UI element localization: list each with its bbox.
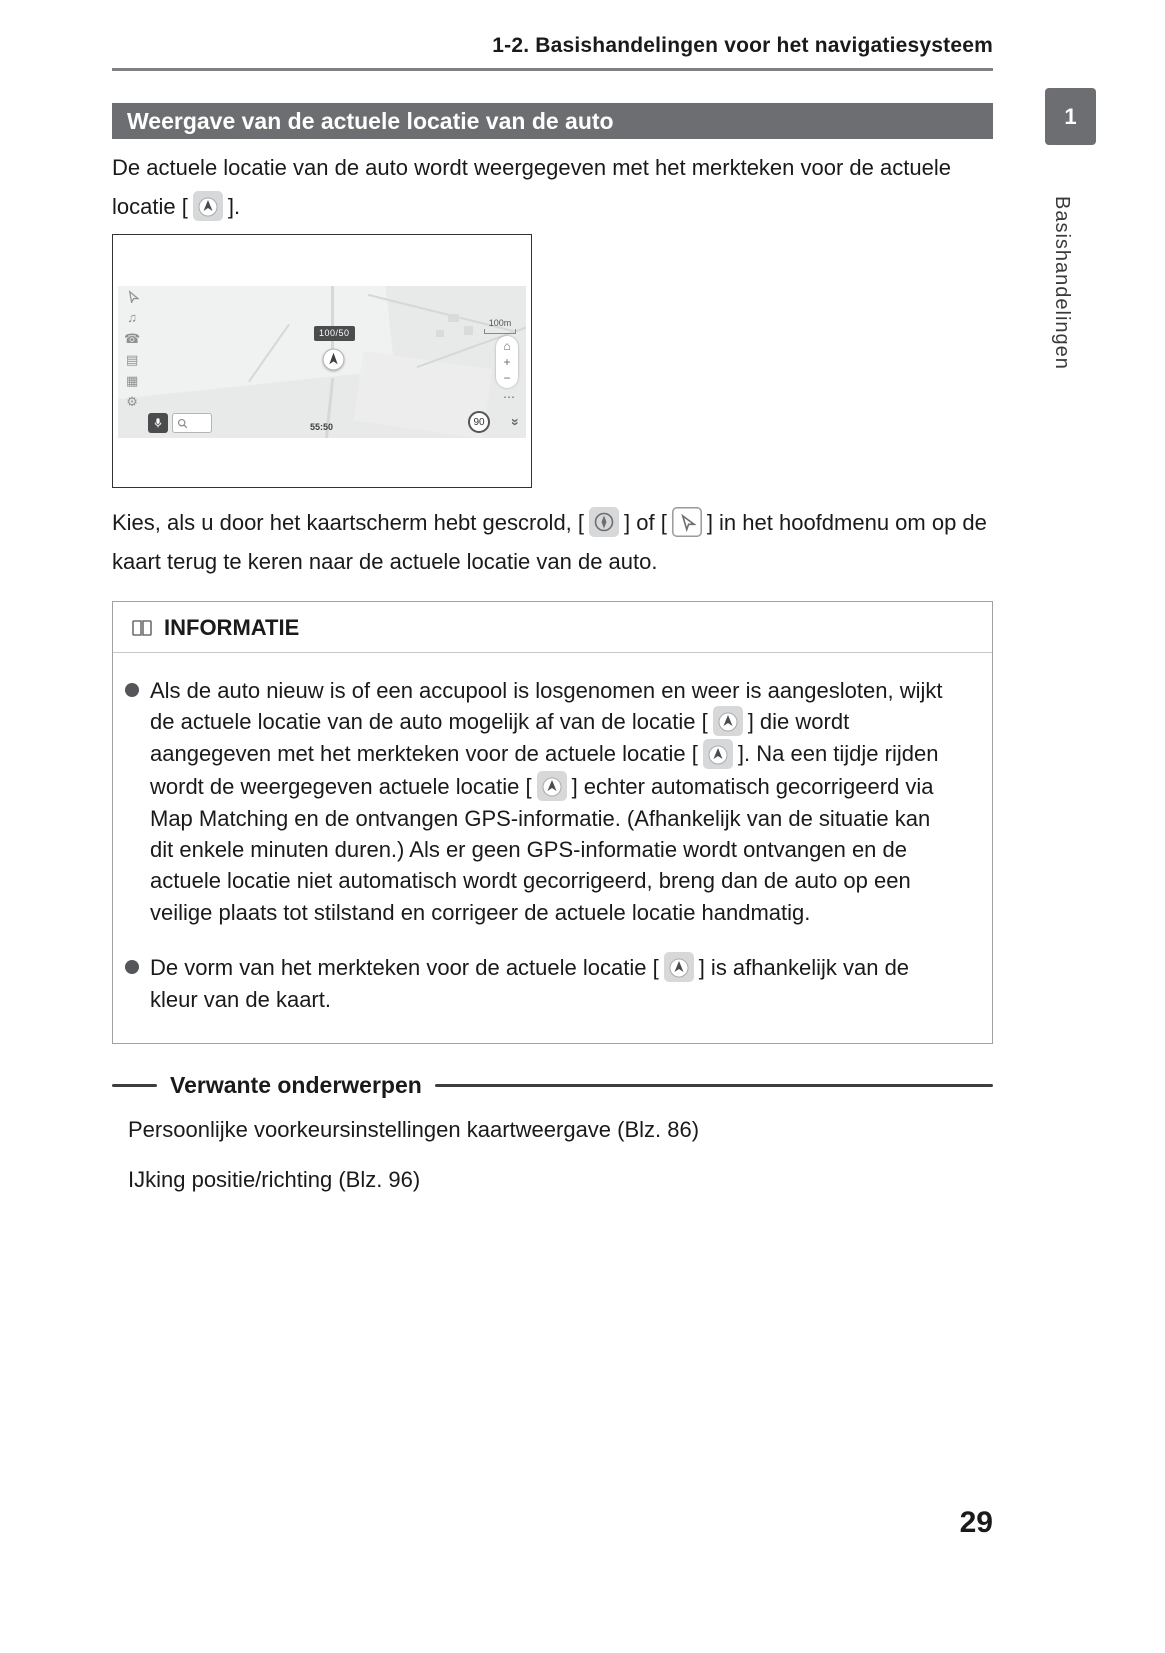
info-box bbox=[112, 601, 993, 1044]
phone-icon: ☎ bbox=[124, 330, 141, 346]
search-input bbox=[172, 413, 212, 433]
vehicle-location-marker-icon bbox=[321, 347, 346, 372]
map-building bbox=[448, 314, 459, 322]
map-scale bbox=[484, 318, 516, 334]
zoom-in-icon: + bbox=[503, 355, 511, 369]
bullet1-text-4: ] echter automatisch gecorrigeerd via Map Matching en de ontvangen GPS-informatie. (Afhankelijk van de situatie kan dit enkele minuten duren.) Als er geen GPS-informatie wordt ontvangen en de actuele locatie niet automatisch wordt gecorrigeerd, breng dan de auto op een veilige plaats tot stilstand en corrigeer de actuele locatie handmatig. bbox=[150, 773, 934, 925]
map-terrain-patch bbox=[118, 286, 394, 401]
map-scale-label: 100m bbox=[488, 318, 512, 328]
bullet-icon bbox=[125, 960, 139, 974]
current-location-marker-icon bbox=[664, 952, 694, 982]
current-location-marker-icon bbox=[703, 739, 733, 769]
map-zoom-panel bbox=[496, 336, 518, 388]
related-links bbox=[112, 1115, 993, 1196]
map-search-bar bbox=[148, 413, 212, 433]
map-canvas bbox=[118, 286, 526, 438]
map-time-label: 55:50 bbox=[310, 422, 334, 432]
header-rule bbox=[112, 68, 993, 71]
map-menu-bar bbox=[124, 289, 140, 408]
section-title: Weergave van de actuele locatie van de auto bbox=[127, 108, 614, 134]
info-box-body bbox=[113, 653, 992, 1043]
gear-icon: ⚙ bbox=[126, 393, 138, 409]
bullet-icon bbox=[125, 683, 139, 697]
bullet-text bbox=[150, 952, 956, 1015]
breadcrumb: 1-2. Basishandelingen voor het navigatiesysteem bbox=[492, 34, 993, 57]
speed-limit-badge: 90 bbox=[468, 411, 490, 433]
info-box-title: INFORMATIE bbox=[164, 615, 300, 640]
map-building bbox=[436, 330, 444, 337]
scroll-text-3: ] in het hoofdmenu om op de kaart terug te keren naar de actuele locatie van de auto. bbox=[112, 510, 987, 574]
chapter-label: Basishandelingen bbox=[1051, 196, 1073, 370]
info-bullet bbox=[123, 952, 956, 1015]
compass-button-icon bbox=[589, 507, 619, 537]
grid-icon: ▦ bbox=[125, 372, 139, 388]
bullet-text bbox=[150, 675, 956, 928]
page-content bbox=[112, 34, 993, 1215]
search-icon bbox=[177, 418, 188, 429]
bullet1-text-2: ] die wordt aangegeven met het merkteken voor de actuele locatie [ bbox=[150, 709, 850, 767]
road-info-badge: 100/50 bbox=[314, 326, 355, 341]
zoom-out-icon: − bbox=[503, 371, 511, 385]
related-topics-title: Verwante onderwerpen bbox=[170, 1072, 422, 1099]
scroll-text-2: ] of [ bbox=[624, 510, 667, 535]
home-icon: ⌂ bbox=[503, 339, 511, 353]
section-title-bar bbox=[112, 103, 993, 139]
bullet1-text-1: Als de auto nieuw is of een accupool is losgenomen en weer is aangesloten, wijkt de actuele locatie van de auto mogelijk af van de locatie [ bbox=[150, 678, 943, 735]
related-rule-right bbox=[435, 1084, 993, 1087]
scroll-text-1: Kies, als u door het kaartscherm hebt gescrold, [ bbox=[112, 510, 585, 535]
map-building bbox=[464, 326, 473, 335]
related-link-map-preferences[interactable]: Persoonlijke voorkeursinstellingen kaartweergave (Blz. 86) bbox=[128, 1117, 700, 1143]
bullet2-text-1: De vorm van het merkteken voor de actuele locatie [ bbox=[150, 954, 659, 980]
chapter-number: 1 bbox=[1064, 103, 1077, 129]
more-options-icon: ⋯ bbox=[503, 390, 516, 404]
related-topics-header bbox=[112, 1072, 993, 1099]
microphone-icon bbox=[148, 413, 168, 433]
info-bullet bbox=[123, 675, 956, 928]
intro-text-1: De actuele locatie van de auto wordt weergegeven met het merkteken voor de actuele locatie [ bbox=[112, 155, 951, 219]
info-box-header bbox=[113, 602, 992, 652]
scroll-paragraph bbox=[112, 504, 993, 581]
intro-paragraph bbox=[112, 149, 993, 226]
intro-text-2: ]. bbox=[227, 193, 241, 219]
collapse-chevrons-icon: » bbox=[508, 418, 525, 426]
page-number: 29 bbox=[959, 1506, 993, 1539]
current-location-marker-icon bbox=[713, 706, 743, 736]
map-scale-bracket bbox=[484, 329, 516, 334]
music-icon: ♫ bbox=[127, 309, 137, 325]
related-rule-left bbox=[112, 1084, 157, 1087]
book-icon bbox=[130, 616, 154, 640]
bullet2-text-2: ] is afhankelijk van de kleur van de kaart. bbox=[150, 954, 910, 1012]
apps-icon: ▤ bbox=[125, 351, 139, 367]
current-location-button-icon bbox=[672, 507, 702, 537]
map-screenshot bbox=[112, 234, 532, 488]
nav-cursor-icon bbox=[126, 289, 139, 303]
current-location-marker-icon bbox=[193, 191, 223, 221]
chapter-tab bbox=[1045, 88, 1096, 145]
bullet1-text-3: ]. Na een tijdje rijden wordt de weergegeven actuele locatie [ bbox=[150, 741, 939, 799]
related-link-position-calibration[interactable]: IJking positie/richting (Blz. 96) bbox=[128, 1166, 421, 1192]
current-location-marker-icon bbox=[537, 771, 567, 801]
